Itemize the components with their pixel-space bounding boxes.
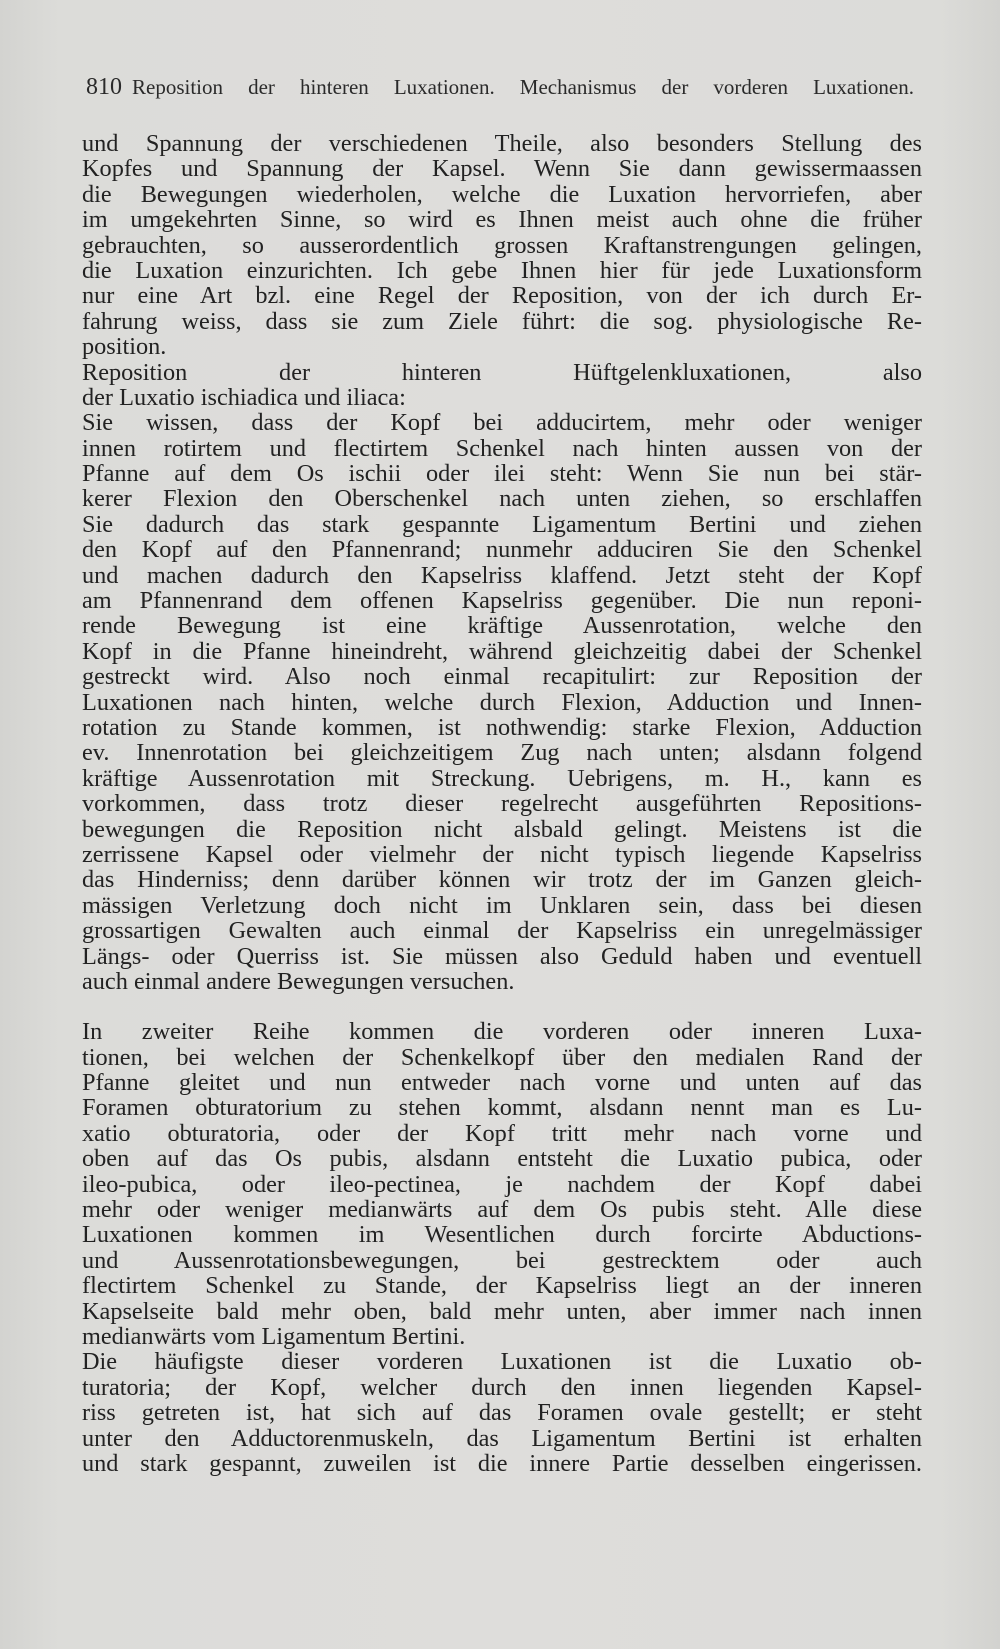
text-line: Die häufigste dieser vorderen Luxationen ist die Luxatio ob-	[82, 1349, 922, 1375]
text-line: tionen, bei welchen der Schenkelkopf über den medialen Rand der	[82, 1044, 922, 1071]
text-line: die Luxation einzurichten. Ich gebe Ihnen hier für jede Luxationsform	[82, 257, 922, 284]
text-line: rende Bewegung ist eine kräftige Aussenrotation, welche den	[82, 613, 922, 639]
page-number: 810	[86, 74, 122, 100]
text-line: riss getreten ist, hat sich auf das Foramen ovale gestellt; er steht	[82, 1400, 922, 1426]
text-line: flectirtem Schenkel zu Stande, der Kapselriss liegt an der inneren	[82, 1273, 922, 1299]
text-line: die Bewegungen wiederholen, welche die Luxation hervorriefen, aber	[82, 181, 922, 208]
text-line: Kopfes und Spannung der Kapsel. Wenn Sie dann gewissermaassen	[82, 156, 922, 182]
running-header	[86, 74, 914, 101]
text-line: Kapselseite bald mehr oben, bald mehr unten, aber immer nach innen	[82, 1298, 922, 1324]
text-line: unter den Adductorenmuskeln, das Ligamentum Bertini ist erhalten	[82, 1425, 922, 1451]
text-line: das Hinderniss; denn darüber können wir trotz der im Ganzen gleich-	[82, 867, 922, 893]
text-line: Sie dadurch das stark gespannte Ligamentum Bertini und ziehen	[82, 511, 922, 538]
running-title: Reposition der hinteren Luxationen. Mechanismus der vorderen Luxationen.	[132, 75, 914, 99]
text-line: der Luxatio ischiadica und iliaca:	[82, 384, 406, 411]
text-line: ev. Innenrotation bei gleichzeitigem Zug nach unten; alsdann folgend	[82, 740, 922, 766]
text-line: und stark gespannt, zuweilen ist die innere Partie desselben eingerissen.	[82, 1450, 922, 1477]
text-line: mässigen Verletzung doch nicht im Unklaren sein, dass bei diesen	[82, 892, 922, 919]
text-line: und Spannung der verschiedenen Theile, also besonders Stellung des	[82, 131, 922, 157]
text-line: Kopf in die Pfanne hineindreht, während gleichzeitig dabei der Schenkel	[82, 638, 922, 665]
text-line: position.	[82, 334, 167, 360]
text-line: innen rotirtem und flectirtem Schenkel nach hinten aussen von der	[82, 435, 922, 462]
text-line: grossartigen Gewalten auch einmal der Kapselriss ein unregelmässiger	[82, 918, 922, 944]
text-line: Pfanne auf dem Os ischii oder ilei steht: Wenn Sie nun bei stär-	[82, 461, 922, 487]
text-line: und Aussenrotationsbewegungen, bei gestrecktem oder auch	[82, 1247, 922, 1274]
text-line: auch einmal andere Bewegungen versuchen.	[82, 968, 515, 995]
text-line: oben auf das Os pubis, alsdann entsteht die Luxatio pubica, oder	[82, 1146, 922, 1172]
text-line: In zweiter Reihe kommen die vorderen oder inneren Luxa-	[82, 1019, 922, 1045]
text-line: kerer Flexion den Oberschenkel nach unten ziehen, so erschlaffen	[82, 486, 922, 512]
text-line: ileo-pubica, oder ileo-pectinea, je nachdem der Kopf dabei	[82, 1171, 922, 1198]
text-line: rotation zu Stande kommen, ist nothwendig: starke Flexion, Adduction	[82, 714, 922, 741]
text-line: mehr oder weniger medianwärts auf dem Os pubis steht. Alle diese	[82, 1197, 922, 1223]
text-line: und machen dadurch den Kapselriss klaffend. Jetzt steht der Kopf	[82, 562, 922, 589]
text-line: turatoria; der Kopf, welcher durch den innen liegenden Kapsel-	[82, 1374, 922, 1401]
text-line: Pfanne gleitet und nun entweder nach vorne und unten auf das	[82, 1070, 922, 1096]
text-line: medianwärts vom Ligamentum Bertini.	[82, 1323, 466, 1350]
text-line: Luxationen nach hinten, welche durch Flexion, Adduction und Innen-	[82, 689, 922, 715]
text-line: den Kopf auf den Pfannenrand; nunmehr adduciren Sie den Schenkel	[82, 537, 922, 563]
text-line: kräftige Aussenrotation mit Streckung. Uebrigens, m. H., kann es	[82, 765, 922, 792]
text-line: fahrung weiss, dass sie zum Ziele führt: die sog. physiologische Re-	[82, 308, 922, 335]
text-line: xatio obturatoria, oder der Kopf tritt mehr nach vorne und	[82, 1120, 922, 1147]
paragraph-gap	[82, 994, 922, 1019]
text-line: Reposition der hinteren Hüftgelenkluxationen, also	[82, 359, 922, 385]
text-line: Längs- oder Querriss ist. Sie müssen also Geduld haben und eventuell	[82, 943, 922, 969]
text-line: im umgekehrten Sinne, so wird es Ihnen meist auch ohne die früher	[82, 207, 922, 233]
text-line: vorkommen, dass trotz dieser regelrecht ausgeführten Repositions-	[82, 791, 922, 817]
text-line: Luxationen kommen im Wesentlichen durch forcirte Abductions-	[82, 1222, 922, 1248]
text-line: Sie wissen, dass der Kopf bei adducirtem, mehr oder weniger	[82, 410, 922, 436]
text-line: am Pfannenrand dem offenen Kapselriss gegenüber. Die nun reponi-	[82, 588, 922, 614]
body-text	[82, 131, 922, 1476]
text-line: nur eine Art bzl. eine Regel der Reposition, von der ich durch Er-	[82, 283, 922, 309]
text-line: zerrissene Kapsel oder vielmehr der nicht typisch liegende Kapselriss	[82, 841, 922, 868]
text-line: gestreckt wird. Also noch einmal recapitulirt: zur Reposition der	[82, 664, 922, 690]
text-line: gebrauchten, so ausserordentlich grossen Kraftanstrengungen gelingen,	[82, 232, 922, 258]
text-line: bewegungen die Reposition nicht alsbald gelingt. Meistens ist die	[82, 816, 922, 842]
text-line: Foramen obturatorium zu stehen kommt, alsdann nennt man es Lu-	[82, 1095, 922, 1121]
